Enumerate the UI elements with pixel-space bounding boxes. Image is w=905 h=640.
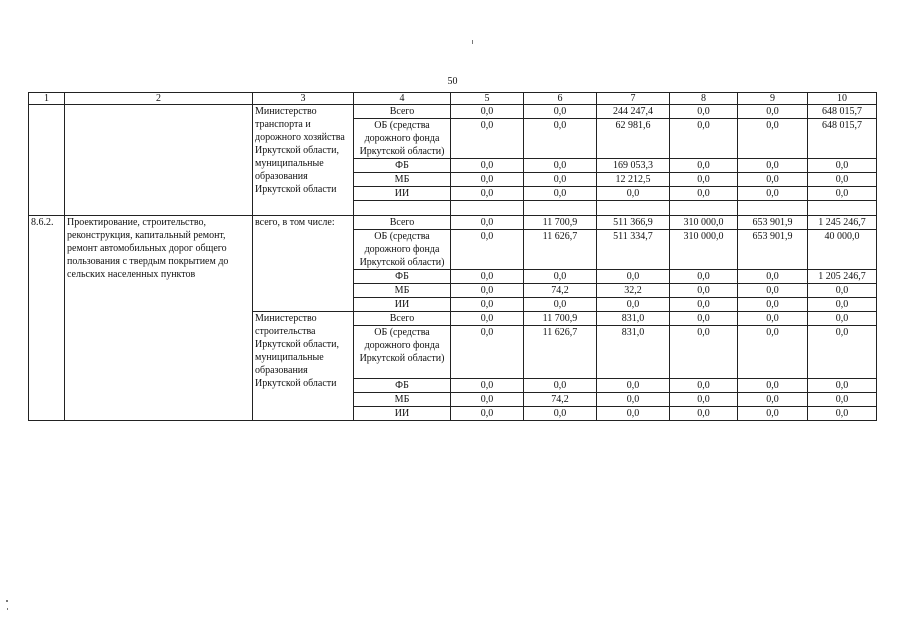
col-number-header: 10 [808,93,877,105]
funding-source: ОБ (средства дорожного фонда Иркутской области) [354,326,451,379]
value-cell: 40 000,0 [808,230,877,270]
value-cell: 0,0 [808,284,877,298]
value-cell: 511 334,7 [597,230,670,270]
scan-speck [7,608,8,610]
value-cell: 0,0 [524,270,597,284]
value-cell: 0,0 [808,159,877,173]
value-cell: 310 000,0 [670,230,738,270]
col-number-header: 6 [524,93,597,105]
value-cell: 0,0 [738,159,808,173]
value-cell: 0,0 [597,270,670,284]
value-cell: 0,0 [738,326,808,379]
value-cell: 831,0 [597,312,670,326]
value-cell: 169 053,3 [597,159,670,173]
responsible-cell: всего, в том числе: [253,216,354,312]
value-cell: 0,0 [597,407,670,421]
scan-speck [472,40,473,44]
value-cell: 0,0 [738,270,808,284]
value-cell: 12 212,5 [597,173,670,187]
value-cell: 0,0 [808,187,877,201]
value-cell: 648 015,7 [808,105,877,119]
value-cell: 0,0 [808,379,877,393]
value-cell: 0,0 [670,159,738,173]
item-number-cell: 8.6.2. [29,216,65,421]
value-cell: 648 015,7 [808,119,877,159]
value-cell: 0,0 [738,105,808,119]
funding-source: ИИ [354,187,451,201]
budget-table [28,92,877,421]
col-number-header: 9 [738,93,808,105]
page-number: 50 [447,76,458,87]
col-number-header: 1 [29,93,65,105]
value-cell: 0,0 [808,393,877,407]
value-cell: 0,0 [524,105,597,119]
funding-source: ФБ [354,379,451,393]
table-row [29,216,877,230]
funding-source: ФБ [354,270,451,284]
value-cell: 11 700,9 [524,216,597,230]
value-cell: 0,0 [738,119,808,159]
value-cell: 0,0 [738,173,808,187]
value-cell: 0,0 [808,326,877,379]
value-cell: 0,0 [738,407,808,421]
value-cell: 0,0 [524,159,597,173]
value-cell: 0,0 [451,216,524,230]
value-cell: 0,0 [670,298,738,312]
value-cell: 0,0 [451,407,524,421]
funding-source: МБ [354,284,451,298]
funding-source: ИИ [354,407,451,421]
col-number-header: 2 [65,93,253,105]
value-cell: 0,0 [670,105,738,119]
value-cell: 0,0 [451,326,524,379]
value-cell: 0,0 [524,379,597,393]
value-cell: 0,0 [670,407,738,421]
value-cell: 0,0 [597,379,670,393]
value-cell: 0,0 [451,270,524,284]
value-cell: 0,0 [451,230,524,270]
value-cell: 0,0 [451,379,524,393]
value-cell: 310 000,0 [670,216,738,230]
value-cell: 0,0 [451,284,524,298]
value-cell: 0,0 [524,119,597,159]
col-number-header: 3 [253,93,354,105]
value-cell: 0,0 [738,284,808,298]
value-cell: 1 205 246,7 [808,270,877,284]
value-cell: 0,0 [808,407,877,421]
value-cell: 244 247,4 [597,105,670,119]
value-cell: 0,0 [597,298,670,312]
funding-source: Всего [354,216,451,230]
col-number-header: 5 [451,93,524,105]
funding-source: ОБ (средства дорожного фонда Иркутской области) [354,230,451,270]
value-cell: 74,2 [524,284,597,298]
value-cell: 0,0 [670,379,738,393]
value-cell: 0,0 [738,393,808,407]
scan-speck [6,600,8,602]
funding-source: ИИ [354,298,451,312]
value-cell: 0,0 [451,187,524,201]
value-cell: 0,0 [670,187,738,201]
item-name-cell: Проектирование, строительство, реконструкция, капитальный ремонт, ремонт автомобильных дорог общего пользования с твердым покрытием до сельских населенных пунктов [65,216,253,421]
value-cell: 0,0 [808,298,877,312]
col-number-header: 7 [597,93,670,105]
funding-source: МБ [354,173,451,187]
value-cell: 11 626,7 [524,326,597,379]
value-cell: 0,0 [670,270,738,284]
funding-source: ОБ (средства дорожного фонда Иркутской области) [354,119,451,159]
value-cell: 0,0 [524,173,597,187]
value-cell: 0,0 [670,284,738,298]
funding-source: Всего [354,105,451,119]
value-cell: 0,0 [597,393,670,407]
value-cell: 0,0 [670,393,738,407]
value-cell: 653 901,9 [738,216,808,230]
value-cell: 831,0 [597,326,670,379]
value-cell: 0,0 [738,298,808,312]
value-cell: 11 700,9 [524,312,597,326]
funding-source: Всего [354,312,451,326]
value-cell: 0,0 [738,187,808,201]
item-name-cell [65,105,253,216]
col-number-header: 4 [354,93,451,105]
responsible-cell: Министерство транспорта и дорожного хозяйства Иркутской области, муниципальные образования Иркутской области [253,105,354,216]
value-cell: 1 245 246,7 [808,216,877,230]
responsible-cell: Министерство строительства Иркутской области, муниципальные образования Иркутской области [253,312,354,421]
value-cell: 74,2 [524,393,597,407]
value-cell: 62 981,6 [597,119,670,159]
value-cell: 0,0 [451,119,524,159]
value-cell: 511 366,9 [597,216,670,230]
value-cell: 0,0 [738,312,808,326]
value-cell: 0,0 [808,312,877,326]
value-cell: 0,0 [808,173,877,187]
value-cell: 0,0 [670,312,738,326]
value-cell: 0,0 [524,298,597,312]
value-cell: 0,0 [738,379,808,393]
item-number-cell [29,105,65,216]
value-cell: 0,0 [451,159,524,173]
col-number-header: 8 [670,93,738,105]
value-cell: 0,0 [670,326,738,379]
value-cell: 0,0 [524,407,597,421]
value-cell: 0,0 [597,187,670,201]
value-cell: 32,2 [597,284,670,298]
value-cell: 0,0 [451,173,524,187]
value-cell: 0,0 [451,312,524,326]
table-row [29,105,877,119]
column-number-row [29,93,877,105]
funding-source: ФБ [354,159,451,173]
value-cell: 0,0 [451,393,524,407]
value-cell: 0,0 [670,119,738,159]
value-cell: 0,0 [670,173,738,187]
funding-source: МБ [354,393,451,407]
value-cell: 0,0 [451,105,524,119]
value-cell: 653 901,9 [738,230,808,270]
value-cell: 11 626,7 [524,230,597,270]
value-cell: 0,0 [451,298,524,312]
value-cell: 0,0 [524,187,597,201]
